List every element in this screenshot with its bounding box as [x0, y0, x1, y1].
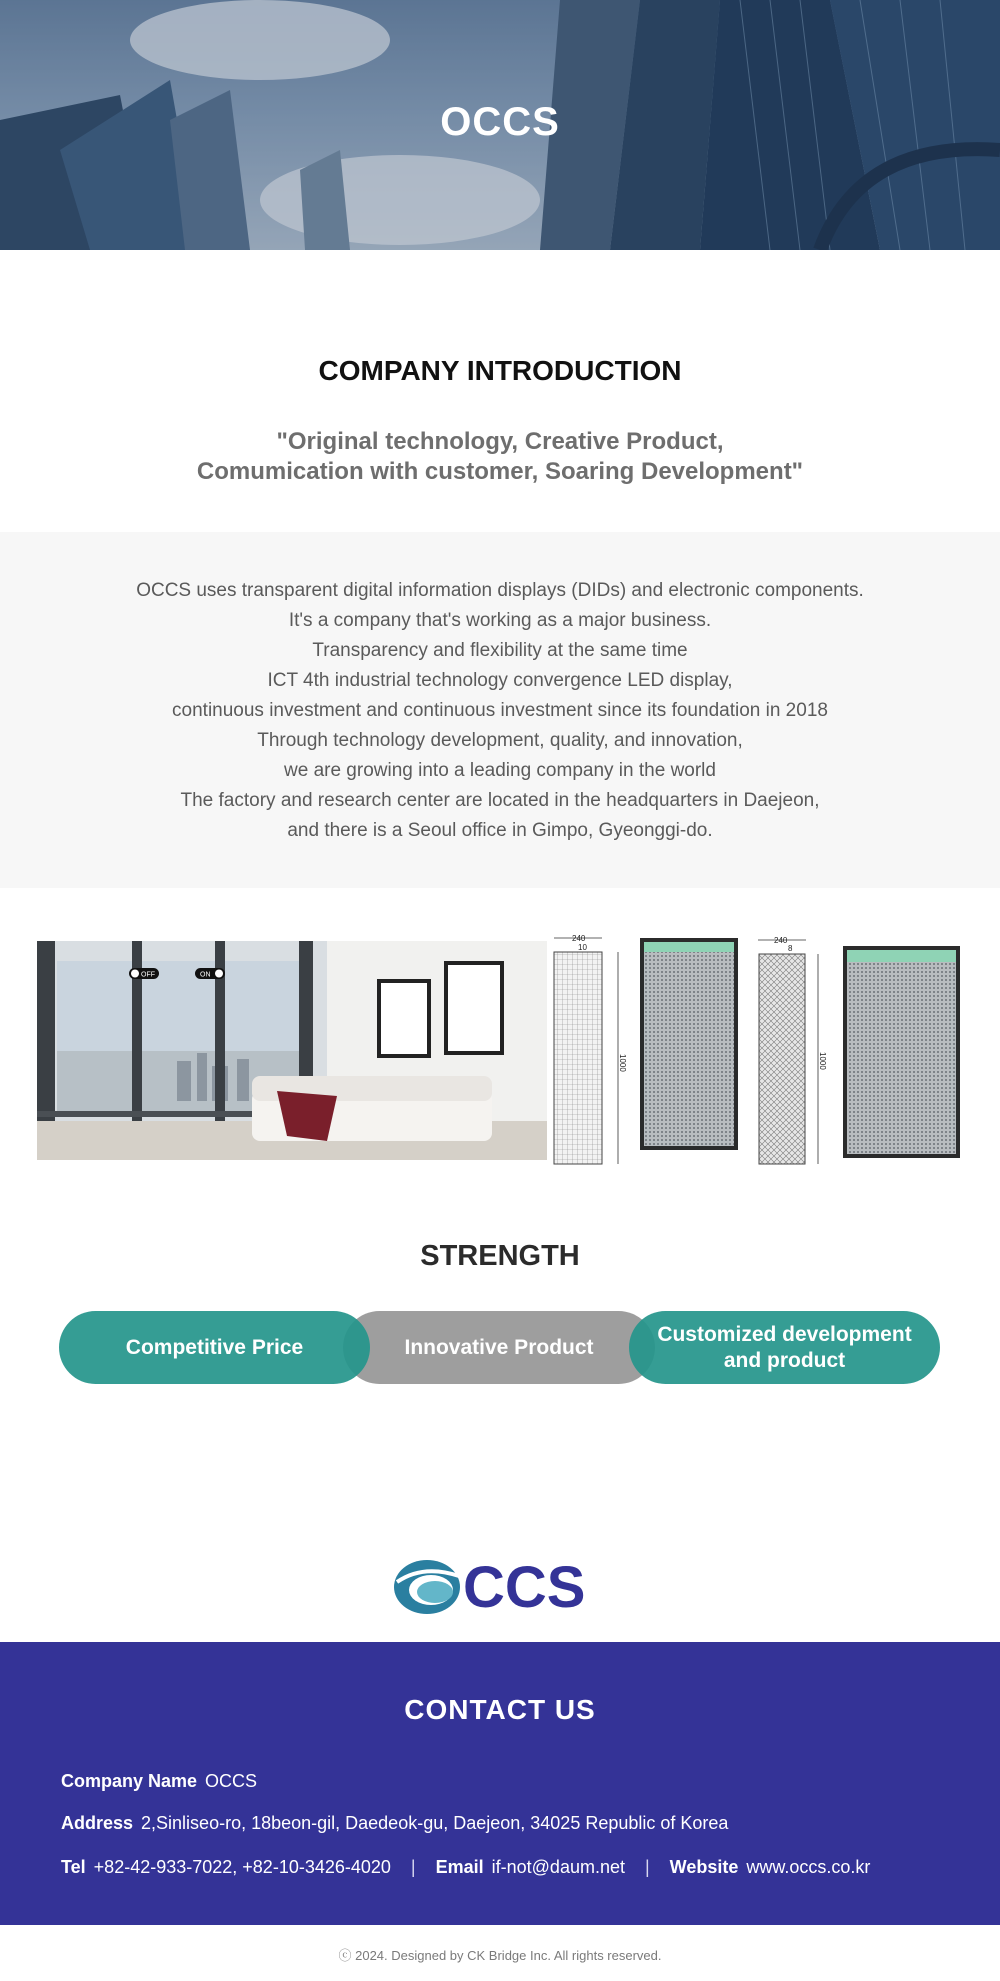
- strength-pills: [59, 1311, 940, 1384]
- toggle-off: [129, 968, 159, 979]
- toggle-on: [195, 968, 225, 979]
- svg-text:8: 8: [788, 944, 793, 953]
- diagram-panel-2: [640, 938, 738, 1150]
- intro-paragraph: and there is a Seoul office in Gimpo, Gyeonggi-do.: [287, 820, 713, 841]
- pill-label: Customized development and product: [657, 1322, 912, 1372]
- tel-label: Tel: [61, 1857, 86, 1877]
- svg-text:240: 240: [572, 934, 586, 943]
- pill-label: Innovative Product: [404, 1335, 594, 1359]
- separator: |: [644, 1857, 650, 1877]
- hero-banner: [0, 0, 1000, 250]
- svg-text:ON: ON: [200, 971, 211, 979]
- svg-text:10: 10: [578, 943, 587, 952]
- intro-paragraph: continuous investment and continuous investment since its foundation in 2018: [172, 700, 828, 721]
- svg-text:240: 240: [774, 936, 788, 945]
- occs-logo: [393, 1552, 607, 1622]
- intro-description: [0, 532, 1000, 888]
- copyright-text: ⓒ 2024. Designed by CK Bridge Inc. All rights reserved.: [338, 1948, 662, 1963]
- logo-text: CCS: [463, 1555, 586, 1620]
- address-label: Address: [61, 1813, 134, 1833]
- address-value: 2,Sinliseo-ro, 18beon-gil, Daedeok-gu, Daejeon, 34025 Republic of Korea: [141, 1813, 729, 1833]
- pill-label: Competitive Price: [125, 1335, 304, 1359]
- separator: |: [410, 1857, 416, 1877]
- intro-paragraph: Transparency and flexibility at the same time: [312, 640, 688, 661]
- diagram-panel-3: [758, 936, 827, 1164]
- website-label: Website: [669, 1857, 739, 1877]
- company-label: Company Name: [61, 1771, 198, 1791]
- intro-title: COMPANY INTRODUCTION: [318, 355, 682, 386]
- footer: [0, 1925, 1000, 1980]
- intro-paragraph: The factory and research center are located in the headquarters in Daejeon,: [180, 790, 820, 811]
- intro-paragraph: It's a company that's working as a major business.: [288, 610, 712, 631]
- svg-text:OFF: OFF: [141, 971, 155, 979]
- diagram-panel-1: [554, 934, 627, 1164]
- pill-competitive-price: [59, 1311, 370, 1384]
- led-panel-diagrams: [552, 934, 962, 1166]
- email-label: Email: [435, 1857, 484, 1877]
- contact-info-row: [61, 1857, 870, 1878]
- slogan: [0, 427, 1000, 487]
- intro-paragraph: ICT 4th industrial technology convergence LED display,: [267, 670, 733, 691]
- website-link[interactable]: www.occs.co.kr: [746, 1857, 871, 1877]
- slogan-line-2: Comumication with customer, Soaring Development": [196, 458, 804, 485]
- pill-customized-development: [629, 1311, 940, 1384]
- pill-innovative-product: [343, 1311, 655, 1384]
- intro-header: [0, 250, 1000, 532]
- logo-section: [0, 1542, 1000, 1642]
- contact-address-row: [61, 1813, 728, 1834]
- svg-text:1000: 1000: [818, 1052, 827, 1070]
- contact-company-row: [61, 1771, 257, 1792]
- strength-section: [0, 1188, 1000, 1542]
- contact-title: CONTACT US: [404, 1694, 596, 1725]
- company-value: OCCS: [205, 1771, 258, 1791]
- diagram-panel-4: [843, 946, 960, 1158]
- email-link[interactable]: if-not@daum.net: [491, 1857, 625, 1877]
- svg-text:1000: 1000: [618, 1054, 627, 1072]
- strength-title: STRENGTH: [420, 1240, 580, 1272]
- slogan-line-1: "Original technology, Creative Product,: [276, 428, 724, 455]
- contact-section: [0, 1642, 1000, 1925]
- living-room-image: [37, 941, 547, 1160]
- tel-value[interactable]: +82-42-933-7022, +82-10-3426-4020: [93, 1857, 391, 1877]
- intro-paragraph: Through technology development, quality, and innovation,: [257, 730, 743, 751]
- hero-title: OCCS: [440, 100, 560, 144]
- intro-paragraph: we are growing into a leading company in the world: [284, 760, 716, 781]
- product-images: [0, 888, 1000, 1188]
- intro-paragraph: OCCS uses transparent digital information displays (DIDs) and electronic components.: [136, 580, 864, 601]
